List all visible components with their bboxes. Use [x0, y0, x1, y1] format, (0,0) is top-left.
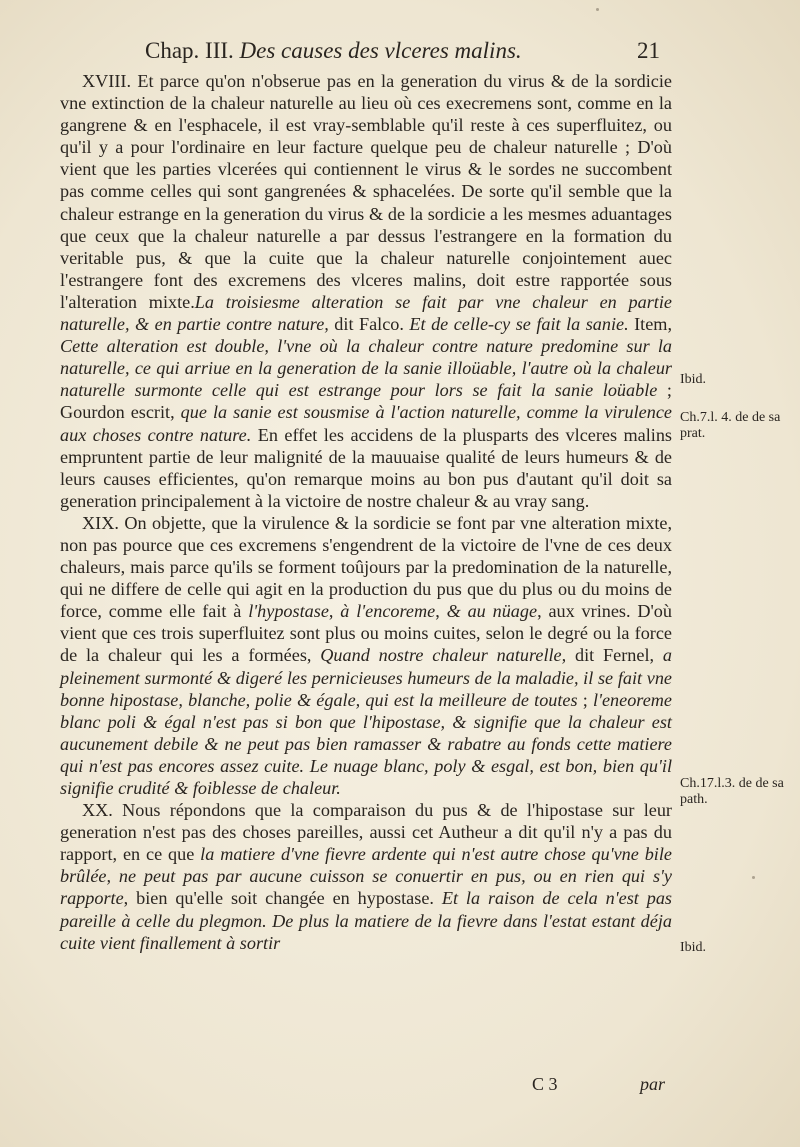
text-run: ; Gourdon escrit,: [60, 380, 672, 423]
italic-quotation: & au nüage: [446, 601, 538, 622]
text-run: dit Fernel,: [566, 645, 663, 666]
italic-quotation: Et de celle-cy se fait la sanie.: [409, 314, 629, 335]
italic-quotation: l'eneoreme blanc poli & égal n'est pas si bon que l'hipostase, & signifie que la chaleur est aucunement debile & ne peut pas bien ramasser & rabatre au fonds cette matiere qui n'est pas encores assez cuite. Le nuage blanc, poly & esgal, est bon, bien qu'il signifie crudité & foiblesse de chaleur.: [60, 689, 672, 798]
italic-quotation: Quand nostre chaleur naturelle,: [320, 645, 567, 666]
margin-note-chapter-reference: Ch.17.l.3. de de sa path.: [680, 776, 784, 807]
text-run: XIX. On objette, que la virulence & la sordicie se font par vne alteration mixte, non pas pource que ces excremens s'engendrent de la victoire de l'vne de ces deux chaleurs, mais parce qu'ils se forment toûjours par la predomination de la naturelle, qui ne differe de celle qui agit en la production du pus que du plus ou du moins de force, comme elle fait à: [60, 512, 672, 622]
chapter-label: Chap. III.: [145, 38, 234, 63]
italic-quotation: la matiere d'vne fievre ardente qui n'est autre chose qu'vne bile brûlée, ne peut pas par aucune cuisson se conuertir en pus, ou en rien qui s'y rapporte: [60, 844, 672, 909]
italic-quotation: La troisiesme alteration se fait par vne chaleur en partie naturelle, & en partie contre nature,: [60, 291, 672, 335]
italic-quotation: à l'encoreme: [340, 601, 436, 622]
catchword: par: [640, 1074, 666, 1094]
page-number: 21: [637, 38, 660, 63]
text-run: , aux vrines. D'où vient que ces trois superfluitez sont plus ou moins cuites, selon le degré ou la force de la chaleur qui les a formées,: [60, 601, 672, 666]
margin-note-ibid: Ibid.: [680, 940, 707, 955]
text-run: Item,: [628, 314, 672, 335]
italic-quotation: que la sanie est sousmise à l'action naturelle, comme la virulence aux choses contre nature.: [60, 402, 672, 445]
italic-quotation: l'hypostase: [248, 601, 329, 622]
signature-mark: C 3: [532, 1074, 558, 1094]
margin-note-ibid: Ibid.: [680, 372, 707, 387]
text-run: ;: [577, 689, 594, 710]
text-run: ,: [435, 601, 447, 622]
paper-speck: [596, 8, 599, 11]
main-text: [60, 70, 672, 954]
paper-speck: [752, 876, 755, 879]
margin-note-chapter-reference: Ch.7.l. 4. de de sa prat.: [680, 410, 781, 441]
text-run: dit Falco.: [328, 314, 410, 335]
text-run: ,: [328, 601, 341, 622]
italic-quotation: Et la raison de cela n'est pas pareille à celle du plegmon. De plus la matiere de la fievre dans l'estat estant déja cuite vient finallement à sortir: [60, 888, 672, 953]
text-run: XX. Nous répondons que la comparaison du pus & de l'hipostase sur leur generation n'est pas des choses pareilles, aussi cet Autheur a dit qu'il n'y a pas du rapport, en ce que: [60, 800, 672, 865]
paragraph: [60, 70, 672, 512]
paragraph: [60, 799, 672, 954]
text-run: En effet les accidens de la plusparts des vlceres malins empruntent partie de leur malignité de la mauuaise qualité de leurs humeurs & de leurs causes efficientes, qu'on remarque moins au bon pus d'autant qu'il doit sa generation principalement à la victoire de nostre chaleur & au vray sang.: [60, 424, 672, 511]
running-title: Des causes des vlceres malins.: [239, 38, 522, 63]
text-run: XVIII. Et parce qu'on n'obserue pas en la generation du virus & de la sordicie vne extinction de la chaleur naturelle au lieu où ces execremens sont, comme en la gangrene & en l'esphacele, il est vray-semblable qu'il reste à ces superfluitez, ou qu'il y a pour l'ordinaire en leur facture quelque peu de chaleur naturelle ; D'où vient que les parties vlcerées qui contiennent le virus & le sordes ne succombent pas comme celles qui sont gangrenées & sphacelées. De sorte qu'il semble que la chaleur estrange en la generation du virus & de la sordicie a les mesmes aduantages que ceux que la chaleur naturelle a par dessus l'estrangere en la formation du veritable pus, & que la cuite que la chaleur naturelle conjointement auec l'estrangere font des excremens des vlceres malins, doit estre rapportée sous l'alteration mixte.: [60, 71, 672, 312]
italic-quotation: Cette alteration est double, l'vne où la chaleur contre nature predomine sur la naturelle, ce qui arriue en la generation de la sanie illoüable, l'autre où la chaleur naturelle surmonte celle qui est estrange pour lors se fait la sanie loüable: [60, 336, 672, 401]
page-header: [145, 38, 660, 64]
text-run: , bien qu'elle soit changée en hypostase.: [123, 888, 442, 909]
paragraph: [60, 512, 672, 799]
italic-quotation: a pleinement surmonté & digeré les pernicieuses humeurs de la maladie, il se fait vne bonne hipostase, blanche, polie & égale, qui est la meilleure de toutes: [60, 645, 672, 710]
